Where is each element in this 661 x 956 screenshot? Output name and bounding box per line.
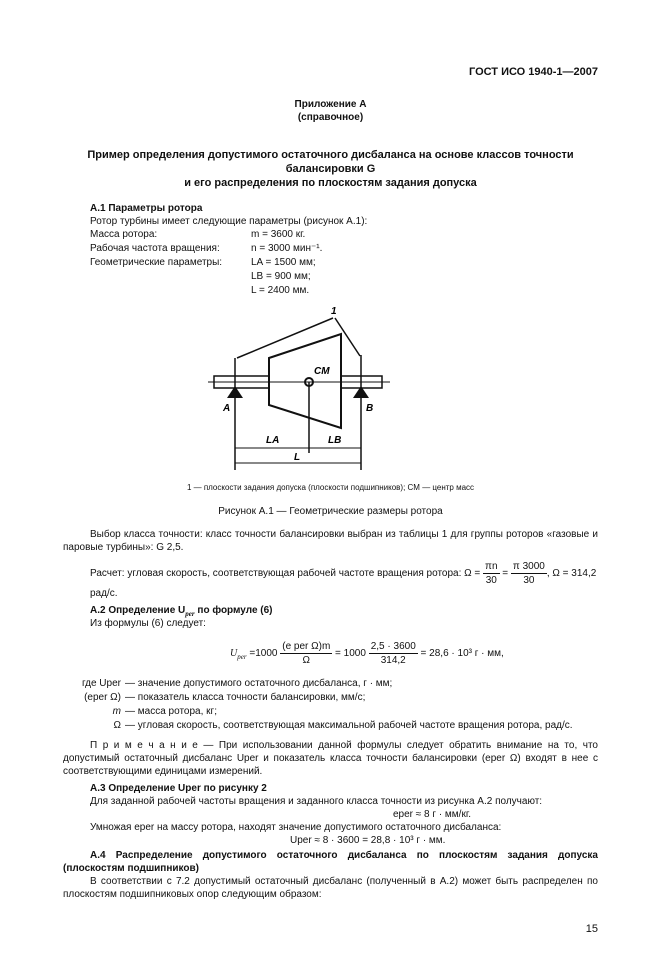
figure-label-b: B [366,403,374,414]
param-value: L = 2400 мм. [251,285,310,296]
section-a2-heading: А.2 Определение $U_{per}$ по формуле (6) [90,605,273,618]
figure-label-la: LA [266,435,280,446]
figure-label-l: L [294,452,301,463]
equals: = [502,568,509,580]
title-line: Пример определения допустимого остаточного дисбаланса на основе классов точности [87,149,574,161]
def-text: — значение допустимого остаточного дисбаланса, г · мм; [125,678,393,689]
rotor-parameters [63,228,598,298]
appendix-title: Приложение А [294,99,367,110]
def-text: — показатель класса точности балансировки, мм/с; [125,692,366,703]
numerator: π 3000 [512,561,545,572]
figure-label-cm: CM [314,366,330,377]
param-value: m = 3600 кг. [251,229,306,240]
def-symbol: где Uper [81,678,121,689]
param-label [90,270,251,284]
a2-intro: Из формулы (6) следует: [90,618,206,629]
figure-label-1: 1 [331,306,337,317]
paragraph-line: плоскостям подшипниковых опор следующим образом: [63,889,322,900]
a3-line: Умножая eper на массу ротора, находят значение допустимого остаточного дисбаланса: [90,822,502,833]
section-a1-heading: А.1 Параметры ротора [90,203,203,214]
param-label: Геометрические параметры: [90,257,223,268]
paragraph [63,528,598,554]
figure-caption: Рисунок А.1 — Геометрические размеры ротора [218,506,443,517]
calc-text: Расчет: угловая скорость, соответствующая рабочей частоте вращения ротора: Ω = [90,568,481,580]
param-value: LA = 1500 мм; [251,257,316,268]
denominator: 30 [523,575,535,586]
param-value: LB = 900 мм; [251,271,311,282]
rotor-figure [190,300,410,478]
def-symbol: (eper Ω) [84,692,121,703]
note-line: П р и м е ч а н и е — При использовании данной формулы следует обратить внимание на то, что допустимый [63,740,598,764]
section-a4-heading: А.4 Распределение допустимого остаточного дисбаланса по плоскостям задания допуска (плоскостям подшипников) [63,850,598,874]
a3-line: Для заданной рабочей частоты вращения и заданного класса точности из рисунка А.2 получают: [90,796,543,807]
note-line: единицами измерений. [154,766,263,777]
paragraph-line: Выбор класса точности: класс точности балансировки выбран из таблицы 1 для группы роторов «газовые и [90,529,598,540]
document-header: ГОСТ ИСО 1940-1—2007 [468,66,598,78]
note [63,739,598,778]
paragraph [63,875,598,901]
fraction [483,560,499,587]
title-line: и его распределения по плоскостям задания допуска [184,177,477,189]
def-text: — угловая скорость, соответствующая максимальной рабочей частоте вращения ротора, рад/с. [125,720,573,731]
figure-legend: 1 — плоскости задания допуска (плоскости подшипников); CM — центр масс [186,483,475,492]
def-symbol: Ω [113,720,121,731]
calc-result: , Ω = 314,2 рад/с. [90,568,597,599]
param-label: Рабочая частота вращения: [90,243,220,254]
denominator: 30 [485,575,497,586]
figure-label-a: A [223,403,231,414]
numerator: πn [485,561,498,572]
figure-label-lb: LB [328,435,342,446]
page-number: 15 [585,923,598,935]
param-label: Масса ротора: [90,229,158,240]
paragraph-line: В соответствии с 7.2 допустимый остаточный дисбаланс (полученный в А.2) может быть распределен по [90,876,598,887]
fraction [511,560,547,587]
a3-line: Uper ≈ 8 · 3600 = 28,8 · 10³ г · мм. [290,835,446,846]
note-line: остаточный дисбаланс Uper и показатель класса точности балансировки (eper Ω) входят в нее с соответствующими [63,753,599,777]
param-label [90,284,251,298]
def-symbol: m [112,706,121,717]
paragraph-line: паровые турбины»: G 2,5. [63,542,184,553]
title-line: балансировки G [285,163,376,175]
calc-line [63,560,598,600]
a3-line: eper ≈ 8 г · мм/кг. [393,809,472,820]
definitions-list [63,677,598,733]
section-a3-heading: А.3 Определение Uper по рисунку 2 [90,783,267,794]
def-text: — масса ротора, кг; [125,706,217,717]
a1-intro: Ротор турбины имеет следующие параметры (рисунок А.1): [90,216,368,227]
param-value: n = 3000 мин⁻¹. [251,243,323,254]
formula: $U_{per} =1000$ $\frac{\text{(e per Ω)m}}{\Omega}$ = 1000 $\frac{2,5 \cdot 3600}{314,2}$ = 28,6 · 10³ г · мм, [230,641,504,666]
appendix-subtitle: (справочное) [297,112,364,123]
